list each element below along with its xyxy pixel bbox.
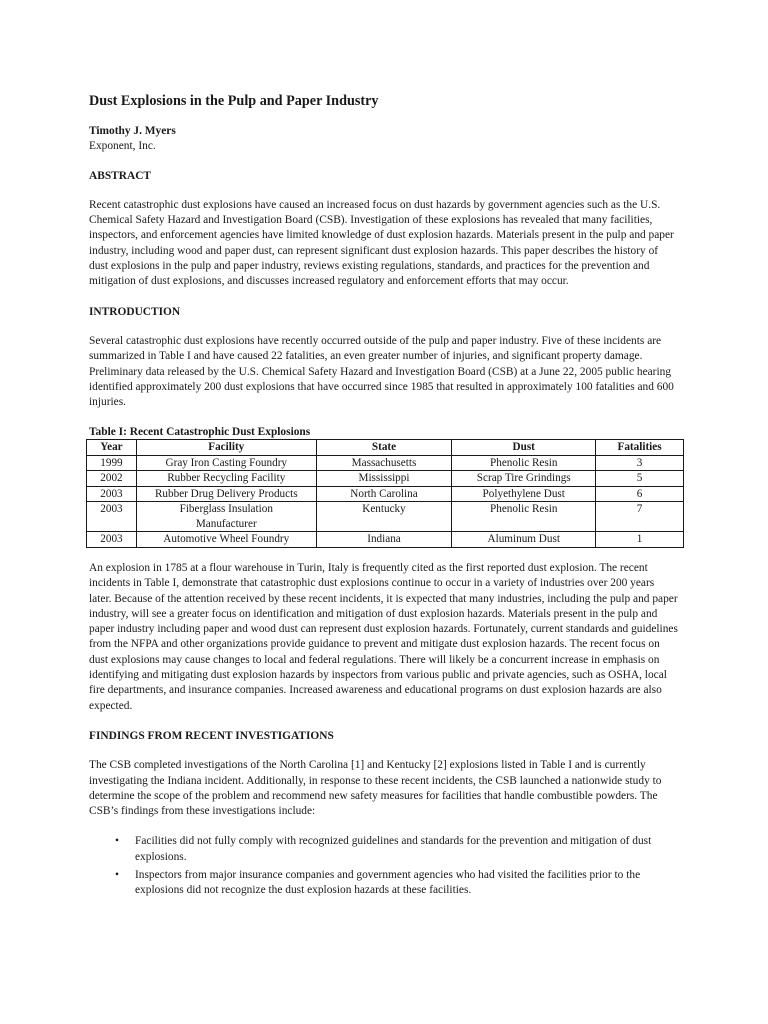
table-row xyxy=(87,532,684,548)
column-header-state: State xyxy=(316,440,452,456)
table-row xyxy=(87,455,684,471)
introduction-heading: INTRODUCTION xyxy=(89,305,181,318)
list-item xyxy=(115,868,679,899)
cell-state: Mississippi xyxy=(316,471,452,487)
cell-dust: Polyethylene Dust xyxy=(452,486,596,502)
cell-dust: Phenolic Resin xyxy=(452,455,596,471)
cell-year: 2003 xyxy=(87,486,137,502)
cell-year: 1999 xyxy=(87,455,137,471)
cell-facility: Gray Iron Casting Foundry xyxy=(136,455,316,471)
table-row xyxy=(87,502,684,532)
explosions-table xyxy=(86,439,684,548)
table-header-row xyxy=(87,440,684,456)
table-row xyxy=(87,471,684,487)
abstract-text: Recent catastrophic dust explosions have caused an increased focus on dust hazards by government agencies such as the U.S. Chemical Safety Hazard and Investigation Board (CSB). Investigation of these explosions has revealed that many facilities, inspectors, and enforcement agencies have limited knowledge of dust explosion hazards. Materials present in the pulp and paper industry, including wood and paper dust, can represent significant dust explosion hazards. This paper describes the history of dust explosions in the pulp and paper industry, reviews existing regulations, standards, and practices for the prevention and mitigation of dust explosions, and discusses increased regulatory and enforcement efforts that may occur. xyxy=(89,198,674,288)
cell-year: 2002 xyxy=(87,471,137,487)
document-page xyxy=(89,92,679,902)
author-affiliation: Exponent, Inc. xyxy=(89,140,156,153)
cell-fatalities: 1 xyxy=(596,532,684,548)
cell-facility: Automotive Wheel Foundry xyxy=(136,532,316,548)
list-item-text: Inspectors from major insurance companies and government agencies who had visited the facilities prior to the explosions did not recognize the dust explosion hazards at these facilities. xyxy=(135,869,641,897)
findings-list xyxy=(89,834,679,898)
cell-facility: Rubber Recycling Facility xyxy=(136,471,316,487)
cell-dust: Phenolic Resin xyxy=(452,502,596,532)
cell-year: 2003 xyxy=(87,502,137,532)
cell-state: North Carolina xyxy=(316,486,452,502)
list-item xyxy=(115,834,679,865)
cell-fatalities: 3 xyxy=(596,455,684,471)
author-name: Timothy J. Myers xyxy=(89,125,176,137)
cell-state: Indiana xyxy=(316,532,452,548)
table-row xyxy=(87,486,684,502)
cell-facility: Rubber Drug Delivery Products xyxy=(136,486,316,502)
cell-year: 2003 xyxy=(87,532,137,548)
cell-dust: Aluminum Dust xyxy=(452,532,596,548)
cell-state: Massachusetts xyxy=(316,455,452,471)
column-header-year: Year xyxy=(87,440,137,456)
introduction-text: Several catastrophic dust explosions have recently occurred outside of the pulp and paper industry. Five of these incidents are summarized in Table I and have caused 22 fatalities, an even greater number of injuries, and significant property damage. Preliminary data released by the U.S. Chemical Safety Hazard and Investigation Board (CSB) at a June 22, 2005 public hearing identified approximately 200 dust explosions that have occurred since 1985 that resulted in approximately 100 fatalities and 600 injuries. xyxy=(89,334,674,409)
cell-state: Kentucky xyxy=(316,502,452,532)
list-item-text: Facilities did not fully comply with recognized guidelines and standards for the prevention and mitigation of dust explosions. xyxy=(135,835,652,863)
table-caption: Table I: Recent Catastrophic Dust Explosions xyxy=(89,426,311,439)
findings-heading: FINDINGS FROM RECENT INVESTIGATIONS xyxy=(89,729,334,742)
column-header-facility: Facility xyxy=(136,440,316,456)
column-header-fatalities: Fatalities xyxy=(596,440,684,456)
findings-text: The CSB completed investigations of the North Carolina [1] and Kentucky [2] explosions listed in Table I and is currently investigating the Indiana incident. Additionally, in response to these recent incidents, the CSB launched a nationwide study to determine the scope of the problem and recommend new safety measures for facilities that handle combustible powders. The CSB’s findings from these investigations include: xyxy=(89,759,662,818)
column-header-dust: Dust xyxy=(452,440,596,456)
cell-fatalities: 5 xyxy=(596,471,684,487)
cell-fatalities: 7 xyxy=(596,502,684,532)
cell-dust: Scrap Tire Grindings xyxy=(452,471,596,487)
abstract-heading: ABSTRACT xyxy=(89,169,152,182)
paper-title: Dust Explosions in the Pulp and Paper Industry xyxy=(89,93,379,109)
bullet-icon: • xyxy=(115,835,119,848)
history-paragraph: An explosion in 1785 at a flour warehouse in Turin, Italy is frequently cited as the first reported dust explosion. The recent incidents in Table I, demonstrate that catastrophic dust explosions continue to occur in a variety of industries over 200 years later. Because of the attention received by these recent incidents, it is expected that many industries, including the pulp and paper industry, will see a greater focus on identification and mitigation of dust explosion hazards. Materials present in the pulp and paper industry including paper and wood dust can represent dust explosion hazards. Fortunately, current standards and guidelines from the NFPA and other organizations provide guidance to prevent and mitigate dust explosion hazards. The recent focus on dust explosions may cause changes to local and federal regulations. There will likely be a concurrent increase in emphasis on identifying and mitigating dust explosion hazards by inspectors from various public and private agencies, such as OSHA, local fire departments, and insurance companies. Increased awareness and educational programs on dust explosion hazards are also expected. xyxy=(89,561,678,712)
cell-facility: Fiberglass Insulation Manufacturer xyxy=(136,502,316,532)
cell-fatalities: 6 xyxy=(596,486,684,502)
bullet-icon: • xyxy=(115,869,119,881)
